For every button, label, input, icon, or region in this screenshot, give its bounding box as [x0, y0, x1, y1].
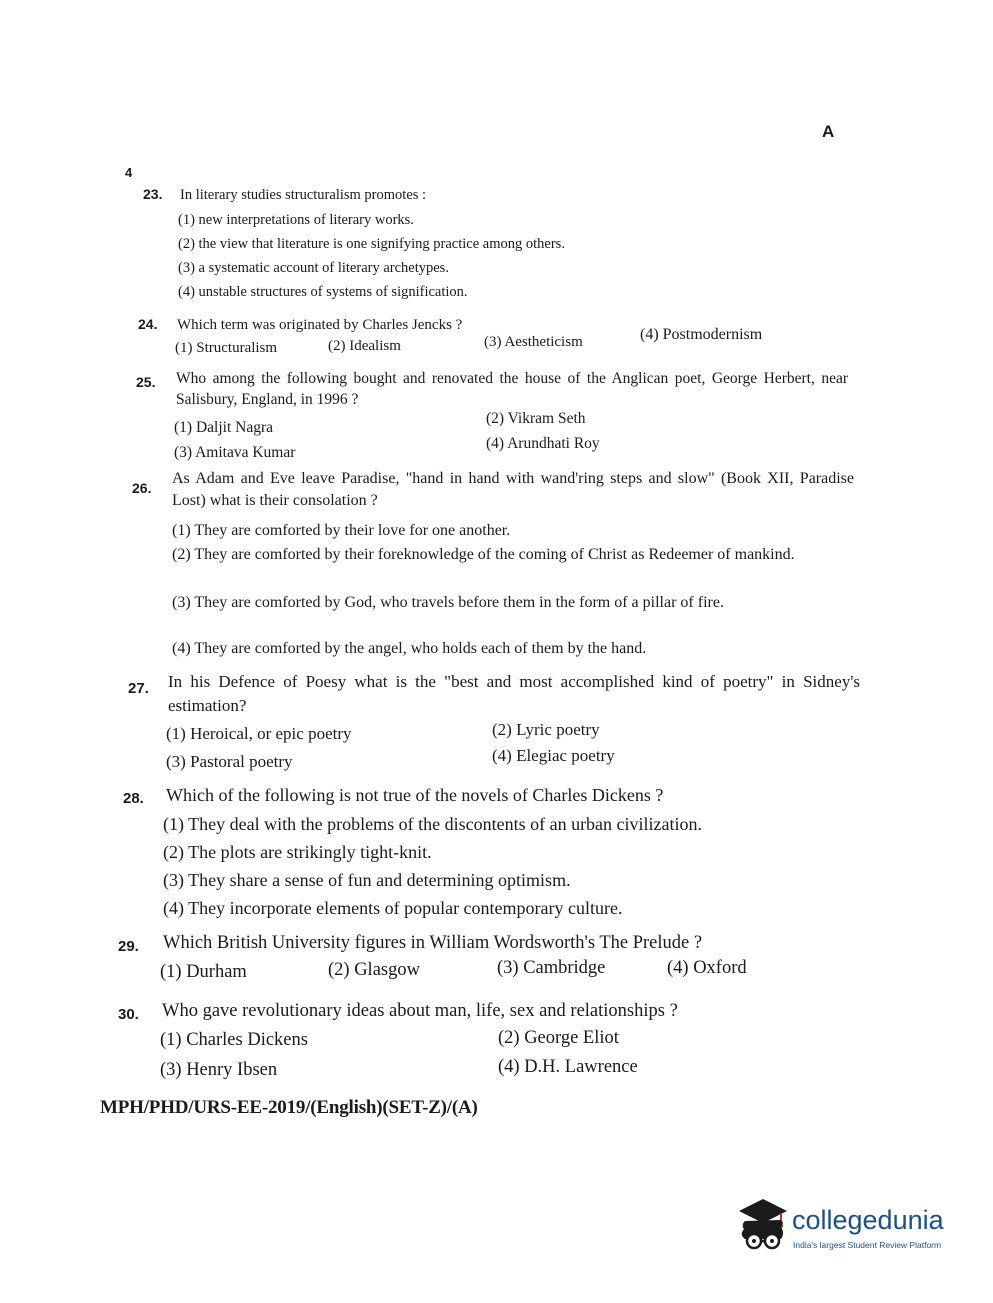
question-24	[138, 316, 838, 366]
option-4: (4) Postmodernism	[640, 326, 763, 343]
option-2: (2) Glasgow	[328, 960, 420, 980]
question-27	[128, 668, 862, 778]
option-2: (2) the view that literature is one signifying practice among others.	[178, 236, 565, 252]
question-28	[123, 784, 823, 924]
option-4: (4) Elegiac poetry	[492, 746, 615, 765]
option-4: (4) unstable structures of systems of signification.	[178, 284, 468, 300]
option-4: (4) Arundhati Roy	[486, 435, 600, 452]
option-1: (1) They deal with the problems of the discontents of an urban civilization.	[163, 814, 703, 834]
question-number: 27.	[128, 680, 149, 697]
question-number: 30.	[118, 1006, 139, 1023]
question-text: In his Defence of Poesy what is the "best and most accomplished kind of poetry" in Sidney's estimation?	[168, 672, 860, 715]
question-number: 28.	[123, 790, 144, 807]
option-4: (4) They are comforted by the angel, who holds each of them by the hand.	[172, 640, 647, 657]
brand-name: collegedunia	[792, 1205, 944, 1235]
option-3: (3) They are comforted by God, who travels before them in the form of a pillar of fire.	[172, 594, 724, 611]
question-number: 25.	[136, 374, 156, 390]
question-23	[143, 186, 843, 316]
exam-code-footer: MPH/PHD/URS-EE-2019/(English)(SET-Z)/(A)	[100, 1097, 478, 1118]
question-number: 23.	[143, 186, 163, 202]
option-4: (4) D.H. Lawrence	[498, 1057, 638, 1077]
option-3: (3) Aestheticism	[484, 334, 583, 350]
question-25	[136, 364, 846, 464]
option-3: (3) Cambridge	[497, 958, 606, 978]
option-3: (3) Henry Ibsen	[160, 1060, 278, 1080]
option-3: (3) Pastoral poetry	[166, 752, 293, 771]
option-1: (1) Charles Dickens	[160, 1030, 308, 1050]
question-text: Who among the following bought and renovated the house of the Anglican poet, George Herbert, near Salisbury, England, in 1996 ?	[176, 370, 848, 408]
option-2: (2) George Eliot	[498, 1028, 619, 1048]
question-29	[118, 930, 818, 990]
option-2: (2) Lyric poetry	[492, 720, 600, 739]
option-4: (4) They incorporate elements of popular contemporary culture.	[163, 898, 623, 918]
option-1: (1) Daljit Nagra	[174, 419, 273, 436]
option-2: (2) Vikram Seth	[486, 410, 586, 427]
option-4: (4) Oxford	[667, 958, 747, 978]
option-1: (1) new interpretations of literary works.	[178, 212, 414, 228]
option-3: (3) Amitava Kumar	[174, 444, 296, 461]
question-26	[132, 460, 856, 670]
question-number: 24.	[138, 316, 158, 332]
question-30	[118, 998, 818, 1088]
option-1: (1) Durham	[160, 962, 247, 982]
question-text: Who gave revolutionary ideas about man, life, sex and relationships ?	[162, 1001, 678, 1021]
question-text: Which British University figures in William Wordsworth's The Prelude ?	[163, 933, 703, 953]
option-1: (1) Structuralism	[175, 340, 278, 356]
brand-tagline: India's largest Student Review Platform	[793, 1240, 942, 1250]
question-number: 29.	[118, 938, 139, 955]
question-text: Which term was originated by Charles Jencks ?	[177, 317, 463, 333]
question-text: In literary studies structuralism promotes :	[180, 187, 427, 203]
page-number: 4	[125, 165, 133, 180]
option-2: (2) Idealism	[328, 338, 401, 354]
student-mascot-icon	[735, 1195, 791, 1257]
option-2: (2) They are comforted by their foreknowledge of the coming of Christ as Redeemer of mankind.	[172, 546, 795, 563]
option-2: (2) The plots are strikingly tight-knit.	[163, 842, 432, 862]
question-text: Which of the following is not true of the novels of Charles Dickens ?	[166, 785, 664, 805]
question-text: As Adam and Eve leave Paradise, "hand in hand with wand'ring steps and slow" (Book XII, Paradise Lost) what is their consolation ?	[172, 470, 854, 509]
option-1: (1) They are comforted by their love for one another.	[172, 522, 511, 539]
collegedunia-watermark	[735, 1195, 965, 1265]
option-1: (1) Heroical, or epic poetry	[166, 724, 352, 743]
set-letter: A	[822, 122, 835, 141]
option-3: (3) a systematic account of literary archetypes.	[178, 260, 449, 276]
option-3: (3) They share a sense of fun and determining optimism.	[163, 870, 571, 890]
question-number: 26.	[132, 480, 152, 496]
